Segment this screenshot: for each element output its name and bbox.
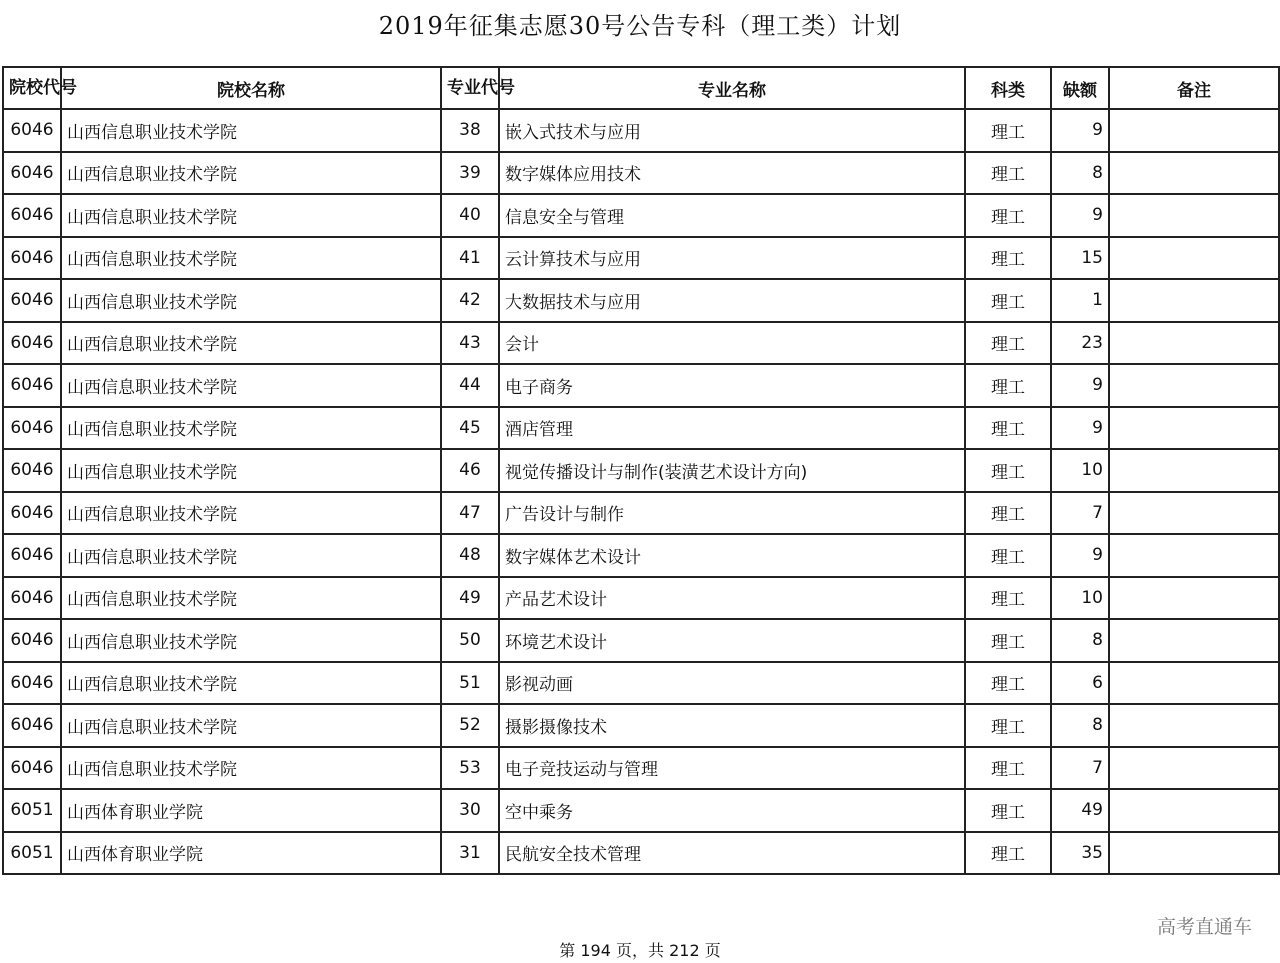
cell-vacancy: 15 — [1051, 237, 1109, 280]
cell-school-code: 6051 — [3, 789, 61, 832]
cell-vacancy: 49 — [1051, 789, 1109, 832]
cell-vacancy: 23 — [1051, 322, 1109, 365]
cell-category: 理工 — [965, 832, 1051, 875]
cell-vacancy: 8 — [1051, 704, 1109, 747]
cell-major-name: 民航安全技术管理 — [499, 832, 965, 875]
watermark: 高考直通车 — [1156, 916, 1252, 938]
page-footer: 第 194 页，共 212 页 — [559, 941, 721, 960]
header-category: 科类 — [965, 67, 1051, 109]
table-row — [3, 152, 1279, 195]
cell-category: 理工 — [965, 279, 1051, 322]
cell-school-code: 6046 — [3, 279, 61, 322]
table-body — [3, 109, 1279, 874]
cell-school-code: 6046 — [3, 364, 61, 407]
header-major-name: 专业名称 — [499, 67, 965, 109]
cell-category: 理工 — [965, 789, 1051, 832]
cell-major-name: 广告设计与制作 — [499, 492, 965, 535]
cell-major-code: 38 — [441, 109, 499, 152]
cell-category: 理工 — [965, 109, 1051, 152]
cell-major-code: 30 — [441, 789, 499, 832]
table-row — [3, 577, 1279, 620]
cell-category: 理工 — [965, 364, 1051, 407]
cell-school-code: 6046 — [3, 492, 61, 535]
cell-major-code: 47 — [441, 492, 499, 535]
table-row — [3, 109, 1279, 152]
cell-major-code: 39 — [441, 152, 499, 195]
cell-school-code: 6046 — [3, 152, 61, 195]
cell-school-code: 6046 — [3, 237, 61, 280]
cell-vacancy: 1 — [1051, 279, 1109, 322]
cell-school-name: 山西体育职业学院 — [61, 832, 441, 875]
cell-major-code: 52 — [441, 704, 499, 747]
cell-category: 理工 — [965, 492, 1051, 535]
cell-school-name: 山西信息职业技术学院 — [61, 279, 441, 322]
cell-major-name: 空中乘务 — [499, 789, 965, 832]
table-row — [3, 832, 1279, 875]
cell-notes — [1109, 449, 1279, 492]
cell-major-code: 46 — [441, 449, 499, 492]
cell-notes — [1109, 577, 1279, 620]
cell-category: 理工 — [965, 534, 1051, 577]
cell-notes — [1109, 279, 1279, 322]
cell-notes — [1109, 832, 1279, 875]
cell-major-name: 数字媒体艺术设计 — [499, 534, 965, 577]
cell-notes — [1109, 619, 1279, 662]
cell-major-code: 53 — [441, 747, 499, 790]
cell-major-name: 电子商务 — [499, 364, 965, 407]
cell-school-name: 山西信息职业技术学院 — [61, 747, 441, 790]
cell-school-name: 山西信息职业技术学院 — [61, 194, 441, 237]
cell-notes — [1109, 237, 1279, 280]
table-row — [3, 704, 1279, 747]
table-row — [3, 619, 1279, 662]
cell-school-code: 6046 — [3, 577, 61, 620]
cell-major-code: 49 — [441, 577, 499, 620]
header-school-code: 院校代号 — [3, 67, 61, 109]
cell-school-name: 山西信息职业技术学院 — [61, 237, 441, 280]
cell-notes — [1109, 194, 1279, 237]
cell-vacancy: 9 — [1051, 407, 1109, 450]
cell-notes — [1109, 152, 1279, 195]
cell-school-code: 6046 — [3, 322, 61, 365]
cell-category: 理工 — [965, 449, 1051, 492]
cell-major-name: 视觉传播设计与制作(装潢艺术设计方向) — [499, 449, 965, 492]
cell-school-code: 6051 — [3, 832, 61, 875]
cell-major-name: 酒店管理 — [499, 407, 965, 450]
cell-notes — [1109, 109, 1279, 152]
cell-major-name: 会计 — [499, 322, 965, 365]
table-row — [3, 789, 1279, 832]
cell-major-name: 大数据技术与应用 — [499, 279, 965, 322]
cell-school-code: 6046 — [3, 704, 61, 747]
cell-vacancy: 8 — [1051, 619, 1109, 662]
table-row — [3, 407, 1279, 450]
cell-notes — [1109, 662, 1279, 705]
cell-school-name: 山西信息职业技术学院 — [61, 619, 441, 662]
cell-category: 理工 — [965, 747, 1051, 790]
cell-school-name: 山西体育职业学院 — [61, 789, 441, 832]
cell-category: 理工 — [965, 152, 1051, 195]
cell-major-code: 50 — [441, 619, 499, 662]
cell-school-code: 6046 — [3, 194, 61, 237]
cell-school-name: 山西信息职业技术学院 — [61, 364, 441, 407]
header-vacancy: 缺额 — [1051, 67, 1109, 109]
cell-major-code: 31 — [441, 832, 499, 875]
cell-vacancy: 10 — [1051, 577, 1109, 620]
cell-major-name: 产品艺术设计 — [499, 577, 965, 620]
cell-vacancy: 9 — [1051, 194, 1109, 237]
cell-notes — [1109, 322, 1279, 365]
cell-school-code: 6046 — [3, 534, 61, 577]
cell-category: 理工 — [965, 407, 1051, 450]
header-major-code: 专业代号 — [441, 67, 499, 109]
table-row — [3, 747, 1279, 790]
cell-category: 理工 — [965, 194, 1051, 237]
plan-table — [2, 66, 1280, 875]
cell-vacancy: 35 — [1051, 832, 1109, 875]
cell-school-code: 6046 — [3, 747, 61, 790]
table-row — [3, 322, 1279, 365]
cell-category: 理工 — [965, 662, 1051, 705]
cell-major-name: 信息安全与管理 — [499, 194, 965, 237]
cell-notes — [1109, 747, 1279, 790]
cell-category: 理工 — [965, 237, 1051, 280]
cell-school-code: 6046 — [3, 619, 61, 662]
cell-school-name: 山西信息职业技术学院 — [61, 662, 441, 705]
cell-vacancy: 9 — [1051, 364, 1109, 407]
cell-notes — [1109, 789, 1279, 832]
cell-major-name: 嵌入式技术与应用 — [499, 109, 965, 152]
cell-major-code: 42 — [441, 279, 499, 322]
cell-school-name: 山西信息职业技术学院 — [61, 322, 441, 365]
cell-vacancy: 6 — [1051, 662, 1109, 705]
cell-notes — [1109, 704, 1279, 747]
table-row — [3, 364, 1279, 407]
cell-major-code: 40 — [441, 194, 499, 237]
header-school-name: 院校名称 — [61, 67, 441, 109]
table-row — [3, 194, 1279, 237]
table-row — [3, 237, 1279, 280]
cell-school-name: 山西信息职业技术学院 — [61, 534, 441, 577]
cell-major-code: 51 — [441, 662, 499, 705]
page-title: 2019年征集志愿30号公告专科（理工类）计划 — [378, 12, 902, 40]
cell-major-name: 摄影摄像技术 — [499, 704, 965, 747]
cell-notes — [1109, 534, 1279, 577]
cell-notes — [1109, 364, 1279, 407]
cell-major-code: 41 — [441, 237, 499, 280]
cell-major-name: 环境艺术设计 — [499, 619, 965, 662]
cell-school-name: 山西信息职业技术学院 — [61, 449, 441, 492]
cell-school-name: 山西信息职业技术学院 — [61, 109, 441, 152]
cell-school-code: 6046 — [3, 109, 61, 152]
table-row — [3, 662, 1279, 705]
cell-major-code: 48 — [441, 534, 499, 577]
cell-vacancy: 9 — [1051, 534, 1109, 577]
table-row — [3, 449, 1279, 492]
cell-notes — [1109, 407, 1279, 450]
cell-major-name: 影视动画 — [499, 662, 965, 705]
cell-vacancy: 9 — [1051, 109, 1109, 152]
header-notes: 备注 — [1109, 67, 1279, 109]
cell-vacancy: 7 — [1051, 747, 1109, 790]
cell-school-name: 山西信息职业技术学院 — [61, 704, 441, 747]
table-row — [3, 279, 1279, 322]
cell-school-code: 6046 — [3, 407, 61, 450]
cell-category: 理工 — [965, 577, 1051, 620]
cell-major-code: 43 — [441, 322, 499, 365]
cell-major-name: 云计算技术与应用 — [499, 237, 965, 280]
cell-major-code: 45 — [441, 407, 499, 450]
cell-major-code: 44 — [441, 364, 499, 407]
cell-vacancy: 7 — [1051, 492, 1109, 535]
cell-category: 理工 — [965, 619, 1051, 662]
cell-school-name: 山西信息职业技术学院 — [61, 492, 441, 535]
cell-vacancy: 10 — [1051, 449, 1109, 492]
cell-school-code: 6046 — [3, 449, 61, 492]
cell-major-name: 数字媒体应用技术 — [499, 152, 965, 195]
table-row — [3, 534, 1279, 577]
cell-school-code: 6046 — [3, 662, 61, 705]
cell-major-name: 电子竞技运动与管理 — [499, 747, 965, 790]
cell-school-name: 山西信息职业技术学院 — [61, 407, 441, 450]
cell-school-name: 山西信息职业技术学院 — [61, 577, 441, 620]
cell-category: 理工 — [965, 704, 1051, 747]
cell-notes — [1109, 492, 1279, 535]
table-row — [3, 492, 1279, 535]
cell-school-name: 山西信息职业技术学院 — [61, 152, 441, 195]
cell-vacancy: 8 — [1051, 152, 1109, 195]
cell-category: 理工 — [965, 322, 1051, 365]
table-header-row — [3, 67, 1279, 109]
